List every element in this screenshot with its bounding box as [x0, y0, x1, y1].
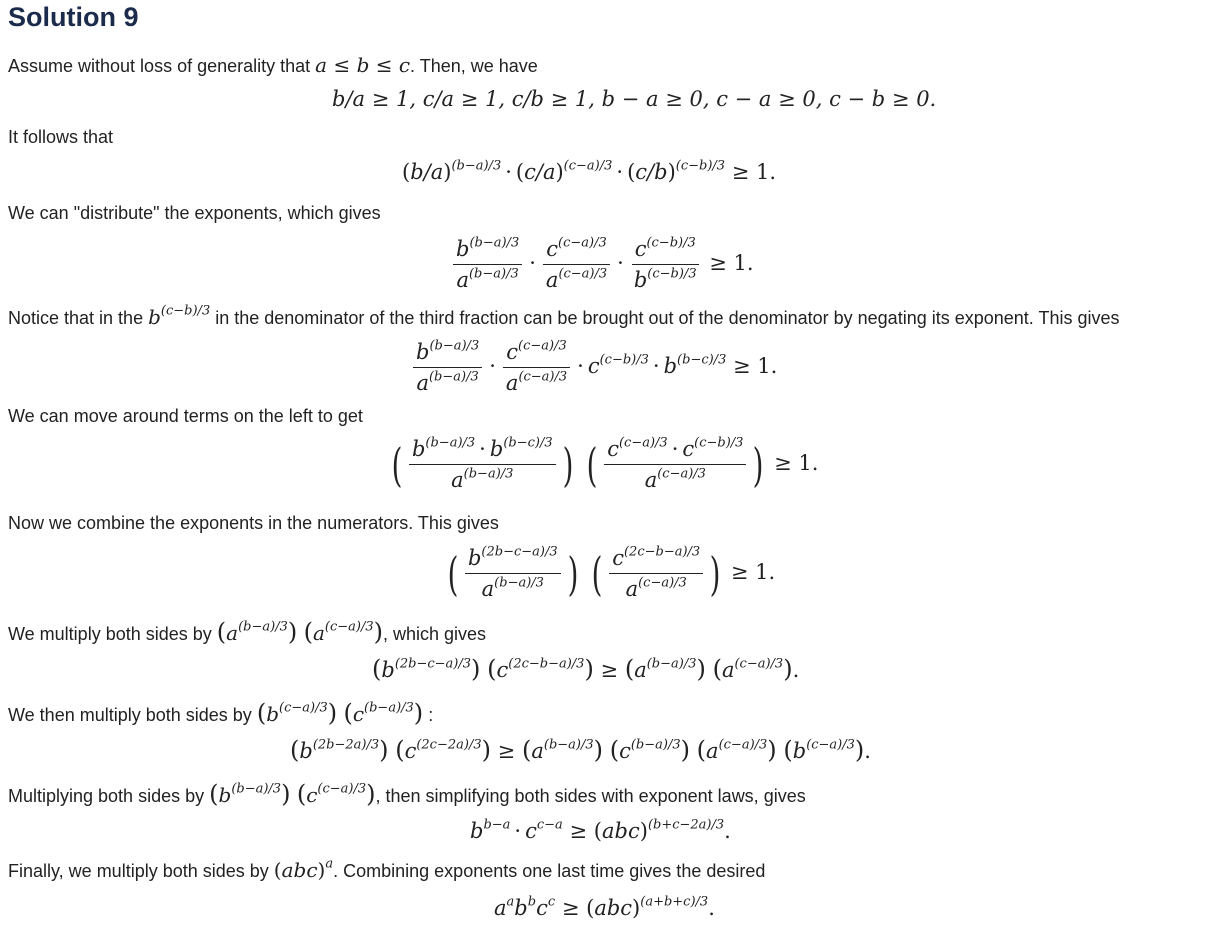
paragraph-then-multiply: We then multiply both sides by $(b^{(c-a)/3})$ $(c^{(b-a)/3})$ :	[8, 699, 434, 727]
paragraph-combine: Now we combine the exponents in the numerators. This gives	[8, 513, 499, 533]
text: We multiply both sides by	[8, 624, 212, 644]
text: :	[428, 705, 434, 725]
equation-distributed: $\frac{b^{(b-a)/3}}{a^{(b-a)/3}}$ · $\frac{c^{(c-a)/3}}{a^{(c-a)/3}}$ · $\frac{c^{(c-b)/3}}{b^{(c-b)/3}}$ ≥ 1.	[450, 237, 754, 292]
equation-negated: $\frac{b^{(b-a)/3}}{a^{(b-a)/3}}$ · $\frac{c^{(c-a)/3}}{a^{(c-a)/3}}$ · $c^{(c-b)/3} \cdot b^{(b-c)/3} \ge 1$.	[410, 340, 777, 395]
text: . Combining exponents one last time gives the desired	[333, 861, 766, 881]
equation-final: $a^ab^bc^c \ge (abc)^{(a+b+c)/3}$.	[494, 894, 715, 920]
equation-simplified: $b^{b-a} \cdot c^{c-a} \ge (abc)^{(b+c-2a)/3}$.	[470, 817, 731, 843]
paragraph-follows: It follows that	[8, 127, 114, 147]
page-title: Solution 9	[8, 2, 139, 32]
equation-combined: ( $\frac{b^{(2b-c-a)/3}}{a^{(b-a)/3}}$ ) ( $\frac{c^{(2c-b-a)/3}}{a^{(c-a)/3}}$ ) ≥ 1.	[447, 544, 776, 601]
text: Multiplying both sides by	[8, 786, 205, 806]
equation-expanded: $(b^{(2b-2a)/3}) (c^{(2c-2a)/3}) \ge (a^{(b-a)/3})$ $(c^{(b-a)/3})$ $(a^{(c-a)/3})$ $(b^{(c-a)/3})$.	[290, 736, 871, 764]
inline-math: a ≤ b ≤ c	[315, 53, 411, 77]
equation-grouped: ( $\frac{b^{(b-a)/3} \cdot b^{(b-c)/3}}{a^{(b-a)/3}}$ ) ( $\frac{c^{(c-a)/3} \cdot c^{(c-b)/3}}{a^{(c-a)/3}}$ ) ≥ 1.	[391, 435, 819, 492]
paragraph-finally: Finally, we multiply both sides by (abc)$^a$. Combining exponents one last time gives the desired	[8, 856, 766, 882]
equation-multiplied: $(b^{(2b-c-a)/3}) (c^{(2c-b-a)/3}) \ge (a^{(b-a)/3})$ $(a^{(c-a)/3})$.	[372, 655, 800, 683]
paragraph-multiply: We multiply both sides by $(a^{(b-a)/3})$ $(a^{(c-a)/3})$, which gives	[8, 618, 487, 646]
text: in the denominator of the third fraction can be brought out of the denominator by negating its exponent. This gives	[215, 308, 1120, 328]
text: Notice that in the	[8, 308, 144, 328]
paragraph-distribute: We can "distribute" the exponents, which gives	[8, 203, 381, 223]
paragraph-move: We can move around terms on the left to get	[8, 406, 363, 426]
text: . Then, we have	[410, 56, 538, 76]
paragraph-notice: Notice that in the $b^{(c-b)/3}$ in the denominator of the third fraction can be brought out of the denominator by negating its exponent. This gives	[8, 303, 1120, 329]
paragraph-assume	[8, 53, 538, 77]
text: , which gives	[383, 624, 487, 644]
equation-inequalities: b/a ≥ 1, c/a ≥ 1, c/b ≥ 1, b − a ≥ 0, c − a ≥ 0, c − b ≥ 0.	[332, 87, 937, 111]
text: Finally, we multiply both sides by	[8, 861, 269, 881]
paragraph-simplify: Multiplying both sides by $(b^{(b-a)/3})$ $(c^{(c-a)/3})$, then simplifying both sides with exponent laws, gives	[8, 780, 806, 808]
text: , then simplifying both sides with exponent laws, gives	[375, 786, 806, 806]
equation-product: $(b/a)^{(b-a)/3} \cdot (c/a)^{(c-a)/3} \cdot (c/b)^{(c-b)/3} \ge 1$.	[402, 158, 777, 184]
text: We then multiply both sides by	[8, 705, 252, 725]
text: Assume without loss of generality that	[8, 56, 311, 76]
